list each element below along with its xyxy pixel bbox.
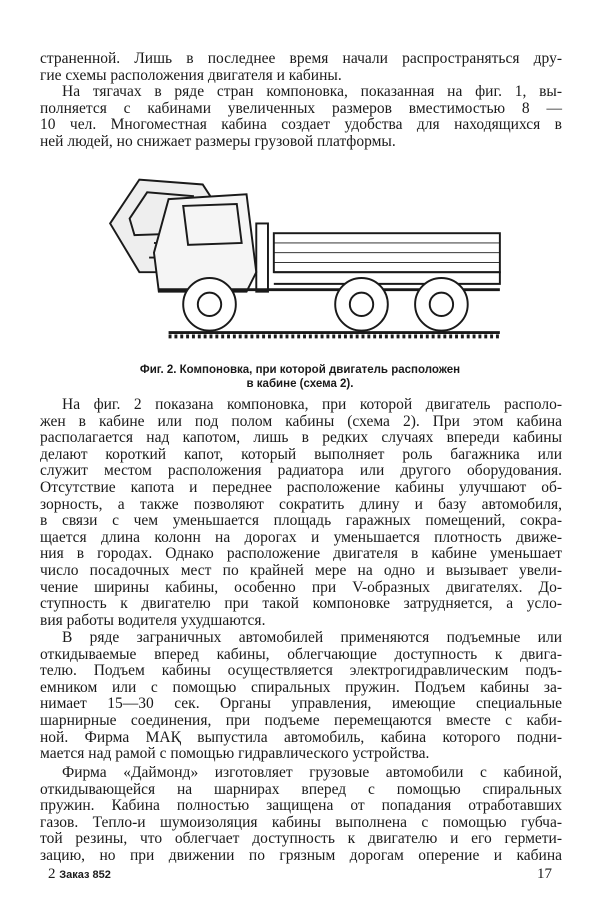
text-line: жен в кабине или под полом кабины (схема 2). При этом кабина: [40, 412, 562, 430]
text-line: емником или с помощью спиральных пружин. Подъем кабины за-: [40, 678, 562, 696]
paragraph-continuation: [40, 51, 562, 84]
text-line: служит местом расположения радиатора или другого оборудования.: [40, 462, 562, 480]
figure-caption-line: в кабине (схема 2).: [246, 378, 354, 390]
paragraph-tractors: [40, 84, 562, 150]
text-line: газов. Тепло-и шумоизоляция кабины выполнена с помощью губча-: [40, 813, 562, 831]
text-line: откидываемые вперед кабины, облегчающие доступность к двига-: [40, 645, 562, 663]
text-line: шарнирные соединения, при подъеме перемещаются вместе с каби-: [40, 711, 562, 729]
text-line: На фиг. 2 показана компоновка, при которой двигатель располо-: [62, 396, 562, 413]
paragraph-tilting-cabs: [40, 630, 562, 763]
text-line: чение ширины кабины, особенно при V-образных двигателях. До-: [40, 578, 562, 596]
text-line: ния в городах. Однако расположение двигателя в кабине уменьшает: [40, 545, 562, 563]
text-line: нимает 15—30 сек. Органы управления, имеющие специальные: [40, 695, 562, 713]
text-line: зорность, а также позволяют сократить длину и базу автомобиля,: [40, 495, 562, 513]
figure-caption: [0, 363, 600, 391]
paragraph-diamond: [40, 765, 562, 865]
text-line: гие схемы расположения двигателя и кабины.: [40, 66, 342, 84]
page-number: 17: [537, 866, 552, 882]
text-line: полняется с кабинами увеличенных размеров вместимостью 8 —: [40, 99, 562, 117]
text-line: ступность к двигателю при такой компоновке затрудняется, а усло-: [40, 595, 562, 613]
paragraph-fig2-description: [40, 397, 562, 629]
text-line: ней людей, но снижает размеры грузовой платформы.: [40, 132, 396, 150]
text-line: той резины, что облегчает доступность к двигателю и его гермети-: [40, 830, 562, 848]
truck-illustration: [95, 165, 515, 355]
text-line: На тягачах в ряде стран компоновка, показанная на фиг. 1, вы-: [62, 83, 562, 100]
text-line: страненной. Лишь в последнее время начали распространяться дру-: [40, 50, 562, 67]
text-line: мается над рамой с помощью гидравлического устройства.: [40, 745, 430, 763]
text-line: щается длина колонн на дорогах и уменьшается плотность движе-: [40, 528, 562, 546]
text-line: делают короткий капот, который выполняет роль багажника или: [40, 445, 562, 463]
text-line: вия работы водителя ухудшаются.: [40, 611, 266, 629]
text-line: 10 чел. Многоместная кабина создает удобства для находящихся в: [40, 116, 562, 134]
signature-mark: 2: [48, 866, 56, 882]
text-line: В ряде заграничных автомобилей применяются подъемные или: [62, 629, 562, 646]
text-line: зацию, но при движении по грязным дорогам оперение и кабина: [40, 846, 562, 864]
figure-caption-line: Фиг. 2. Компоновка, при которой двигатель расположен: [139, 364, 461, 376]
text-line: откидывающейся на шарнирах вперед с помощью спиральных: [40, 780, 562, 798]
text-line: телю. Подъем кабины осуществляется электрогидравлическим подъ-: [40, 662, 562, 680]
text-line: Отсутствие капота и переднее расположение кабины улучшают об-: [40, 478, 562, 496]
text-line: ной. Фирма МАҚ выпустила автомобиль, кабина которого подни-: [40, 728, 562, 746]
order-number: Заказ 852: [59, 869, 111, 881]
text-line: в связи с чем уменьшается площадь гаражных помещений, сокра-: [40, 512, 562, 530]
footer-signature: [48, 866, 111, 883]
text-line: число посадочных мест по крайней мере на одно и вызывает увели-: [40, 561, 562, 579]
text-line: располагается над капотом, лишь в редких случаях впереди кабины: [40, 429, 562, 447]
text-line: Фирма «Даймонд» изготовляет грузовые автомобили с кабиной,: [62, 764, 562, 781]
text-line: пружин. Кабина полностью защищена от попадания отработавших: [40, 797, 562, 815]
